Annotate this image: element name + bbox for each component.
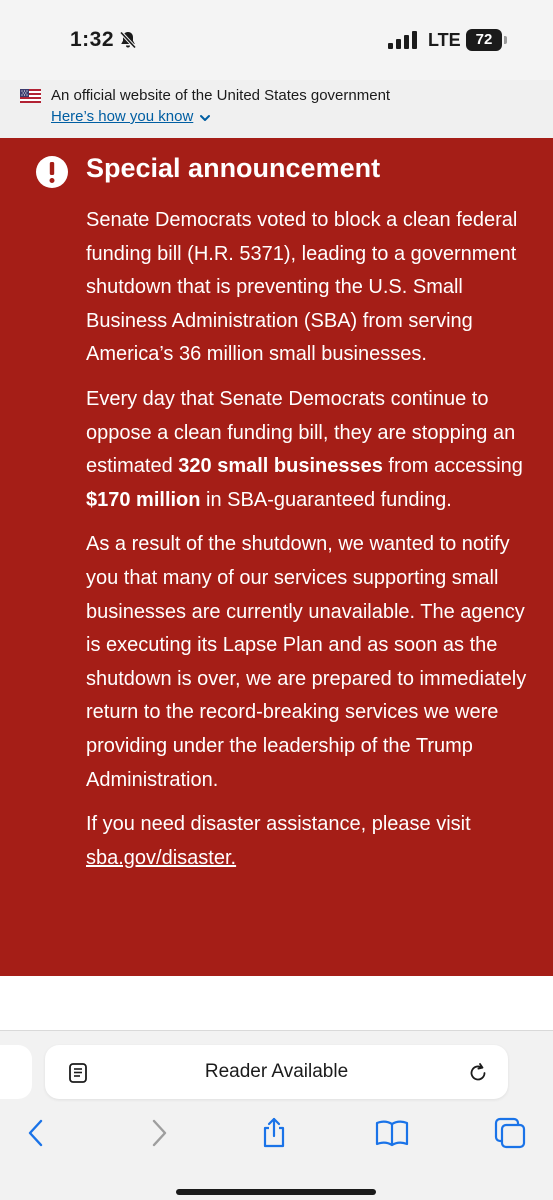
p2-text-c: from accessing (382, 455, 523, 478)
browser-toolbar (0, 1030, 553, 1200)
p2-text-a: Every day that Senate Democrats continue to oppose a clean funding bill, they are stopping an estimated (86, 387, 516, 478)
battery-level: 72 (466, 29, 502, 51)
bell-muted-icon (118, 30, 138, 50)
reload-icon[interactable] (466, 1060, 490, 1084)
p4-text: If you need disaster assistance, please visit (86, 813, 471, 836)
announcement-title: Special announcement (86, 153, 381, 183)
forward-icon[interactable] (140, 1115, 176, 1151)
cellular-signal-icon (388, 31, 420, 49)
battery-icon (466, 29, 508, 51)
announcement-body (86, 204, 532, 886)
p2-bold-amount: $170 million (86, 488, 201, 511)
status-time: 1:32 (70, 28, 115, 51)
tabs-icon[interactable] (492, 1115, 528, 1151)
disaster-link[interactable]: sba.gov/disaster. (86, 846, 237, 869)
address-bar[interactable] (45, 1045, 508, 1099)
alert-icon (35, 155, 69, 189)
announcement-paragraph-4 (86, 808, 532, 875)
gov-banner-text: An official website of the United States government (51, 87, 391, 104)
chevron-down-icon[interactable] (199, 112, 211, 124)
network-type: LTE (428, 30, 461, 50)
address-text: Reader Available (204, 1061, 349, 1082)
share-icon[interactable] (256, 1115, 292, 1151)
p2-text-e: in SBA-guaranteed funding. (200, 488, 452, 511)
special-announcement (0, 138, 553, 976)
status-bar (0, 0, 553, 80)
announcement-paragraph-2 (86, 383, 532, 517)
announcement-paragraph-1: Senate Democrats voted to block a clean federal funding bill (H.R. 5371), leading to a government shutdown that is preventing the U.S. Small Business Administration (SBA) from serving America’s 36 million small businesses. (86, 209, 518, 366)
us-flag-icon (20, 89, 41, 103)
previous-tab-card[interactable] (0, 1045, 32, 1099)
announcement-paragraph-3: As a result of the shutdown, we wanted to notify you that many of our services supporting small businesses are currently unavailable. The agency is executing its Lapse Plan and as soon as the shutdown is over, we are prepared to immediately return to the record-breaking services we were providing under the leadership of the Trump Administration. (86, 533, 527, 791)
battery-tip (504, 36, 507, 44)
gov-banner (0, 80, 553, 138)
home-indicator[interactable] (176, 1189, 376, 1195)
back-icon[interactable] (19, 1115, 55, 1151)
bookmarks-icon[interactable] (374, 1115, 410, 1151)
p2-bold-businesses: 320 small businesses (178, 455, 383, 478)
heres-how-you-know-link[interactable]: Here’s how you know (51, 108, 194, 125)
